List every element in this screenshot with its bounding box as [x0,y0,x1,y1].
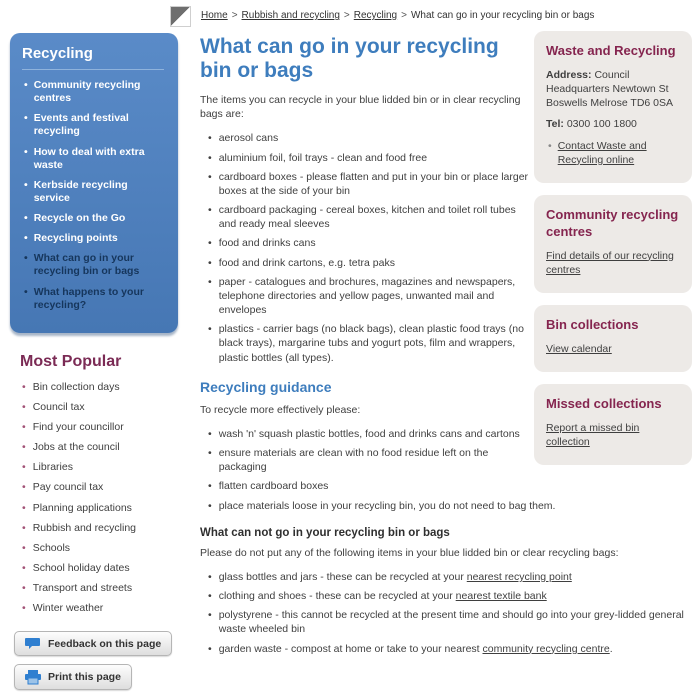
popular-item [20,582,178,595]
breadcrumb-separator: > [231,10,238,21]
bullet-icon: • [208,256,212,269]
bullet-icon: • [22,582,26,594]
corner-fold-icon [170,6,191,27]
list-item [208,170,534,198]
nav-link[interactable]: Community recycling centres [33,79,141,105]
inline-link[interactable]: nearest textile bank [455,590,547,603]
list-item [208,151,534,165]
bullet-icon: • [22,602,26,615]
nav-item [22,79,166,105]
list-item-text [219,608,692,636]
list-item-text [219,642,613,656]
nav-link[interactable]: What can go in your recycling bin or bags [33,252,140,278]
popular-link[interactable]: Jobs at the council [32,441,120,454]
breadcrumb-item: What can go in your recycling bin or bags [410,10,595,21]
list-item [208,608,692,636]
info-box-title: Community recycling centres [546,206,679,239]
breadcrumb-separator: > [343,10,350,21]
bullet-icon: • [22,441,26,454]
print-button[interactable] [14,664,132,690]
list-item [208,427,534,441]
bullet-icon: • [548,139,552,152]
popular-item [20,461,178,474]
bullet-icon: • [24,112,28,125]
list-item-text: cardboard packaging - cereal boxes, kitchen and toilet roll tubes and ready meal sleeves [218,204,516,231]
bullet-icon: • [22,541,26,554]
list-item [208,275,534,318]
breadcrumb-item[interactable]: Rubbish and recycling [241,10,340,21]
popular-link[interactable]: Council tax [32,400,85,413]
list-item [208,131,534,145]
nav-divider [22,69,164,70]
printer-icon [25,670,41,684]
list-item [208,570,692,584]
bullet-icon: • [208,642,212,655]
bullet-icon: • [22,561,26,574]
list-item [208,203,534,231]
nav-link[interactable]: How to deal with extra waste [33,145,145,171]
popular-link[interactable]: Pay council tax [32,481,104,494]
nav-item [22,146,166,172]
info-box-link[interactable]: Report a missed bin collection [546,422,640,449]
text-segment: glass bottles and jars - these can be recycled at your [218,570,467,583]
popular-link[interactable]: School holiday dates [32,561,130,574]
popular-link[interactable]: Bin collection days [32,380,120,393]
bullet-icon: • [24,212,28,224]
popular-item [20,562,178,575]
info-box-link[interactable]: Find details of our recycling centres [546,249,674,276]
page-title: What can go in your recycling bin or bags [200,35,499,82]
text-segment: . [609,642,613,655]
not-allowed-list [208,570,692,656]
bullet-icon: • [22,400,26,413]
bullet-icon: • [24,232,28,245]
page-actions [10,631,178,690]
guidance-title: Recycling guidance [200,378,332,395]
bullet-icon: • [208,204,212,217]
info-box-link-row [546,139,680,167]
text-segment: garden waste - compost at home or take to your nearest [218,642,483,655]
breadcrumb-separator: > [401,10,407,21]
bullet-icon: • [22,481,26,494]
info-box-label: Tel: [546,118,567,131]
inline-link[interactable]: community recycling centre [482,642,610,655]
most-popular-section [10,353,178,616]
bullet-icon: • [208,151,212,164]
guidance-intro: To recycle more effectively please: [200,403,361,416]
most-popular-list [20,381,178,616]
bullet-icon: • [24,145,28,158]
popular-item [20,381,178,394]
bullet-icon: • [24,252,28,265]
info-box-link-row [546,421,680,449]
list-item-text: food and drinks cans [218,237,316,250]
nav-item [22,232,166,245]
intro-text: The items you can recycle in your blue lidded bin or in clear recycling bags are: [200,94,521,121]
bullet-icon: • [208,570,212,583]
list-item-text: place materials loose in your recycling bin, you do not need to bag them. [218,499,556,512]
list-item-text: food and drink cartons, e.g. tetra paks [218,256,395,269]
info-box [534,305,692,372]
list-item-text: plastics - carrier bags (no black bags), clean plastic food trays (no black trays), margarine tubs and yogurt pots, film and wrappers, plastic bottles (all types). [218,323,524,364]
bullet-icon: • [208,170,212,183]
not-allowed-title: What can not go in your recycling bin or bags [200,526,450,539]
popular-link[interactable]: Transport and streets [32,582,133,594]
info-box-link-row [546,342,680,356]
nav-item [22,286,166,312]
popular-item [20,421,178,434]
recycling-nav-box [10,33,178,333]
right-sidebar [534,31,692,477]
bullet-icon: • [208,590,212,603]
not-allowed-intro: Please do not put any of the following items in your blue lidded bin or clear recycling bags: [200,546,619,559]
bullet-icon: • [22,501,26,514]
bullet-icon: • [208,499,212,512]
bullet-icon: • [24,285,28,298]
nav-link[interactable]: What happens to your recycling? [33,285,144,311]
nav-title: Recycling [22,45,93,62]
bullet-icon: • [208,275,212,288]
list-item [208,479,692,493]
breadcrumb-item[interactable]: Home [201,10,228,21]
list-item [208,256,534,270]
list-item [208,446,534,474]
popular-item [20,602,178,615]
popular-link[interactable]: Planning applications [32,501,132,514]
popular-item [20,522,178,535]
list-item [208,499,692,513]
feedback-button-label: Feedback on this page [48,637,162,650]
popular-link[interactable]: Winter weather [32,602,104,615]
bullet-icon: • [22,421,26,433]
text-segment: polystyrene - this cannot be recycled at the present time and should go into your grey-lidded general waste wheeled bin [218,609,684,636]
breadcrumb-bar [0,0,700,31]
bullet-icon: • [22,461,26,474]
list-item-text: cardboard boxes - please flatten and put in your bin or place larger boxes at the side of your bin [218,170,529,197]
info-box-line: Tel: 0300 100 1800 [546,118,637,131]
popular-item [20,481,178,494]
bullet-icon: • [22,521,26,534]
popular-link[interactable]: Find your councillor [32,421,124,433]
inline-link[interactable]: nearest recycling point [466,570,572,583]
info-box-title: Waste and Recycling [546,43,676,58]
bullet-icon: • [208,609,212,622]
list-item-text: ensure materials are clean with no food residue left on the packaging [218,447,489,474]
popular-item [20,542,178,555]
bullet-icon: • [208,480,212,493]
nav-link[interactable]: Kerbside recycling service [33,178,128,204]
nav-item [22,179,166,205]
list-item-text: wash 'n' squash plastic bottles, food and drinks cans and cartons [218,427,520,440]
info-box-link-row [546,249,680,277]
bullet-icon: • [24,178,28,191]
nav-item [22,112,166,138]
breadcrumb-item[interactable]: Recycling [353,10,398,21]
popular-item [20,441,178,454]
text-segment: clothing and shoes - these can be recycled at your [218,590,456,603]
left-sidebar [10,31,178,698]
list-item-text: aerosol cans [218,132,279,145]
print-button-label: Print this page [48,671,121,684]
nav-link[interactable]: Events and festival recycling [33,112,129,138]
speech-bubble-icon [25,637,41,650]
bullet-icon: • [208,132,212,145]
info-box-label: Address: [546,68,595,81]
info-box [534,195,692,293]
list-item [208,322,534,365]
list-item [208,589,692,603]
breadcrumb [201,6,594,22]
list-item-text: paper - catalogues and brochures, magazines and newspapers, telephone directories and yellow pages, unwanted mail and envelopes [218,275,516,317]
bullet-icon: • [208,237,212,250]
nav-item [22,212,166,225]
list-item-text [219,570,572,584]
most-popular-title: Most Popular [20,352,122,370]
bullet-icon: • [208,447,212,460]
list-item [208,236,534,250]
info-box-link[interactable]: Contact Waste and Recycling online [557,139,647,166]
popular-item [20,502,178,515]
nav-list [22,79,166,312]
popular-link[interactable]: Schools [32,541,71,554]
info-box-link[interactable]: View calendar [546,342,612,355]
bullet-icon: • [24,79,28,91]
info-box [534,384,692,465]
list-item [208,642,692,656]
info-box-title: Missed collections [546,396,662,412]
feedback-button[interactable] [14,631,172,656]
info-box-line: Address: Council Headquarters Newtown St Boswells Melrose TD6 0SA [546,68,674,110]
list-item-text: aluminium foil, foil trays - clean and food free [218,151,428,164]
popular-item [20,401,178,414]
nav-item [22,252,166,278]
popular-link[interactable]: Rubbish and recycling [32,521,136,534]
popular-link[interactable]: Libraries [32,461,73,474]
nav-link[interactable]: Recycling points [33,232,118,245]
info-box [534,31,692,183]
bullet-icon: • [22,380,26,393]
list-item-text: flatten cardboard boxes [218,480,329,493]
nav-link[interactable]: Recycle on the Go [33,212,126,224]
list-item-text [219,589,547,603]
info-box-title: Bin collections [546,317,639,333]
bullet-icon: • [208,323,212,336]
bullet-icon: • [208,427,212,440]
